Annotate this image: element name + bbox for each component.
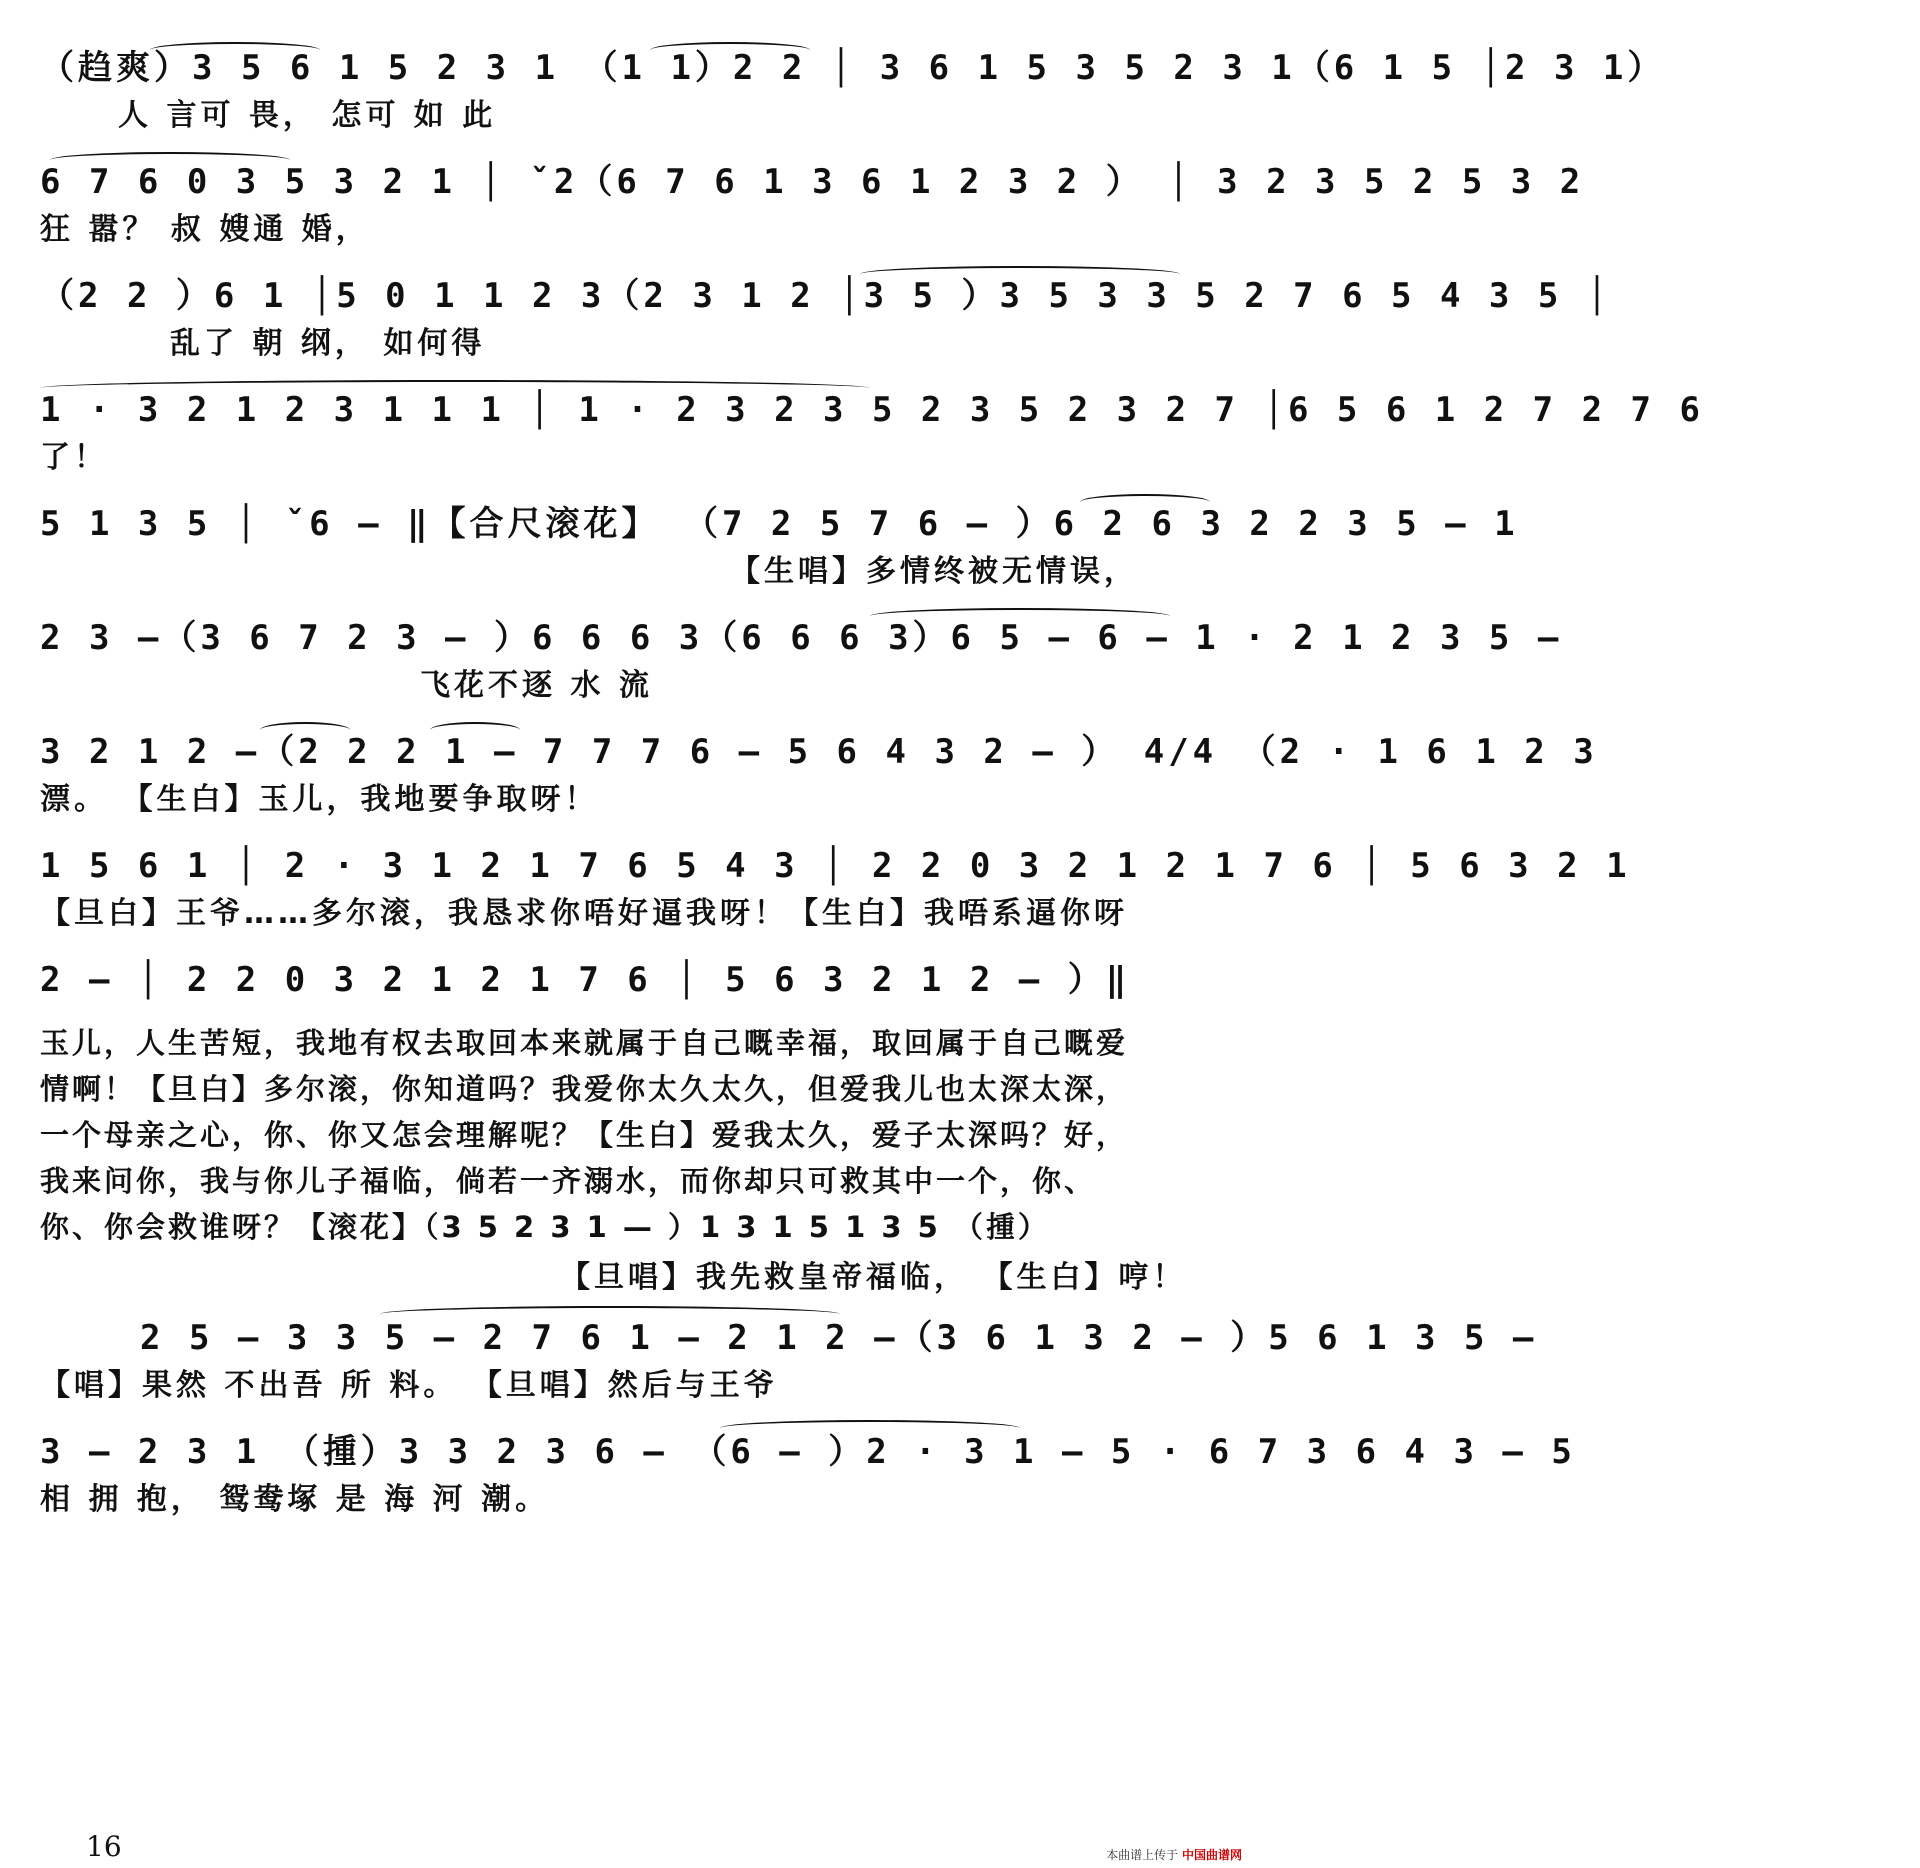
footer-prefix: 本曲谱上传于 [1106, 1848, 1179, 1862]
notation-row-8: 1 5 6 1 │ 2 · 3 1 2 1 7 6 5 4 3 │ 2 2 0 3 2 1 2 1 7 6 │ 5 6 3 2 1 [40, 846, 1631, 886]
site-logo: 中国曲谱网 [1181, 1848, 1242, 1862]
lyric-row-6: 飞花不逐 水 流 [420, 668, 653, 703]
lyric-row-7: 漂。 【生白】玉儿，我地要争取呀！ [40, 782, 599, 817]
lyric-row-2: 狂 嚣？ 叔 嫂通 婚， [40, 212, 370, 247]
notation-row-3: （2 2 ）6 1 │5 0 1 1 2 3（2 3 1 2 │3 5 ）3 5 3 3 5 2 7 6 5 4 3 5 │ [40, 276, 1612, 316]
dialogue-line-3: 一个母亲之心，你、你又怎会理解呢？【生白】爱我太久，爱子太深吗？好， [40, 1118, 1129, 1152]
lyric-row-4: 了！ [40, 440, 108, 475]
lyric-row-8: 【旦白】王爷……多尔滚，我恳求你唔好逼我呀！【生白】我唔系逼你呀 [40, 896, 1128, 931]
lyric-tail-1: 【旦唱】我先救皇帝福临， 【生白】哼！ [560, 1260, 1187, 1295]
lyric-row-3: 乱了 朝 纲， 如何得 [170, 326, 486, 361]
notation-tail-2: 2 5 — 3 3 5 — 2 7 6 1 — 2 1 2 —（3 6 1 3 2 — ）5 6 1 3 5 — [140, 1318, 1538, 1358]
dialogue-line-2: 情啊！【旦白】多尔滚，你知道吗？我爱你太久太久，但爱我儿也太深太深， [40, 1072, 1129, 1106]
lyric-row-5: 【生唱】多情终被无情误， [730, 554, 1138, 589]
lyric-tail-3: 相 拥 抱， 鸳鸯塚 是 海 河 潮。 [40, 1482, 550, 1517]
notation-row-2: 6 7 6 0 3 5 3 2 1 │ ˇ2（6 7 6 1 3 6 1 2 3 2 ） │ 3 2 3 5 2 5 3 2 [40, 162, 1585, 202]
notation-row-1: （趋爽）3 5 6 1 5 2 3 1 （1 1）2 2 │ 3 6 1 5 3 5 2 3 1（6 1 5 │2 3 1） [40, 48, 1666, 88]
footer-credit [1106, 1848, 1242, 1862]
notation-row-5: 5 1 3 5 │ ˇ6 — ‖【合尺滚花】 （7 2 5 7 6 — ）6 2 6 3 2 2 3 5 — 1 [40, 504, 1519, 544]
notation-tail-3: 3 — 2 3 1 （揰）3 3 2 3 6 — （6 — ）2 · 3 1 — 5 · 6 7 3 6 4 3 — 5 [40, 1432, 1576, 1472]
lyric-tail-2: 【唱】果然 不出吾 所 料。 【旦唱】然后与王爷 [40, 1368, 778, 1403]
notation-row-9: 2 — │ 2 2 0 3 2 1 2 1 7 6 │ 5 6 3 2 1 2 — ）‖ [40, 960, 1131, 1000]
notation-row-7: 3 2 1 2 —（2 2 2 1 — 7 7 7 6 — 5 6 4 3 2 — ） 4/4 （2 · 1 6 1 2 3 [40, 732, 1598, 772]
page-number: 16 [86, 1830, 122, 1863]
dialogue-line-4: 我来问你，我与你儿子福临，倘若一齐溺水，而你却只可救其中一个，你、 [40, 1164, 1097, 1198]
dialogue-line-5: 你、你会救谁呀？【滚花】（3 5 2 3 1 — ）1 3 1 5 1 3 5 （揰） [40, 1210, 1050, 1244]
lyric-row-1: 人 言可 畏， 怎可 如 此 [118, 98, 497, 133]
notation-row-6: 2 3 —（3 6 7 2 3 — ）6 6 6 3（6 6 6 3）6 5 — 6 — 1 · 2 1 2 3 5 — [40, 618, 1563, 658]
notation-row-4: 1 · 3 2 1 2 3 1 1 1 │ 1 · 2 3 2 3 5 2 3 5 2 3 2 7 │6 5 6 1 2 7 2 7 6 [40, 390, 1704, 430]
dialogue-line-1: 玉儿，人生苦短，我地有权去取回本来就属于自己嘅幸福，取回属于自己嘅爱 [40, 1026, 1129, 1060]
